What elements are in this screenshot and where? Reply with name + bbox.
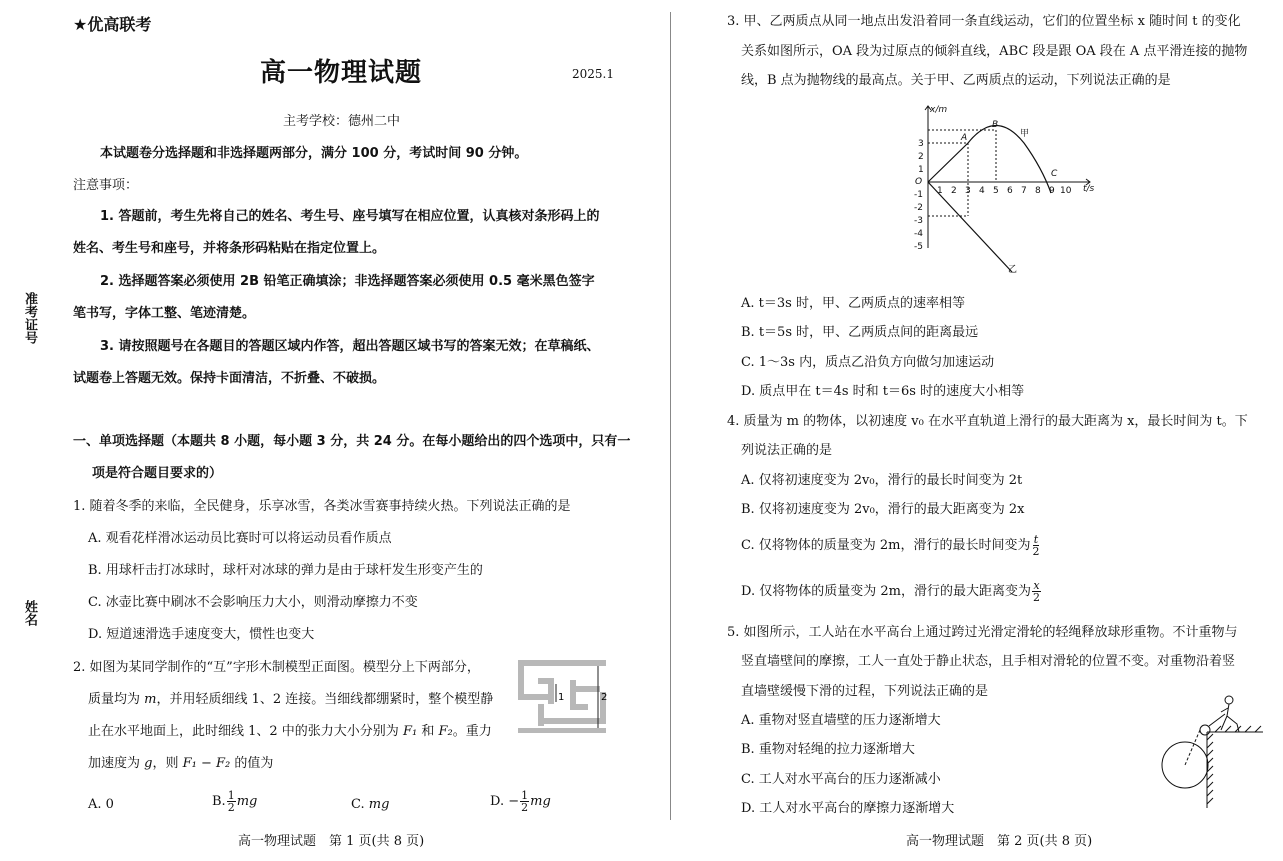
q2-option-d: D. − $\frac{1}{2}$ mg <box>490 789 551 814</box>
y-tick: 2 <box>918 152 924 162</box>
side-label-name: 姓名 <box>22 600 37 626</box>
wooden-model-figure <box>514 656 610 736</box>
q2-line-1: 2. 如图为某同学制作的“互”字形木制模型正面图。模型分上下两部分， <box>73 660 480 675</box>
exam-date: 2025.1 <box>572 67 614 81</box>
q4-option-d: D. 仅将物体的质量变为 2m，滑行的最大距离变为 $\frac{x}{2}$ <box>741 579 1040 604</box>
t-tick: 7 <box>1021 186 1027 196</box>
section1-heading-line-2: 项是符合题目要求的） <box>92 466 223 481</box>
q4-line-2: 列说法正确的是 <box>741 443 833 458</box>
point-a-label: A <box>961 133 968 143</box>
note-3-line-2: 试题卷上答题无效。保持卡面清洁，不折叠、不破损。 <box>73 371 386 386</box>
side-label-exam-id: 准考证号 <box>22 292 37 344</box>
school-line: 主考学校：德州二中 <box>283 114 401 129</box>
point-c-label: C <box>1051 169 1058 179</box>
q5-line-1: 5. 如图所示，工人站在水平高台上通过跨过光滑定滑轮的轻绳释放球形重物。不计重物与 <box>727 625 1238 640</box>
q3-option-b: B. t＝5s 时，甲、乙两质点间的距离最远 <box>741 325 979 340</box>
q2-option-c: C. mg <box>351 797 390 812</box>
notes-title: 注意事项： <box>73 178 139 193</box>
y-tick: 1 <box>918 165 924 175</box>
y-tick: -4 <box>914 229 923 239</box>
q3-option-d: D. 质点甲在 t＝4s 时和 t＝6s 时的速度大小相等 <box>741 384 1025 399</box>
y-tick: -5 <box>914 242 923 252</box>
t-tick: 4 <box>979 186 985 196</box>
q2-option-b: B. $\frac{1}{2}$ mg <box>212 789 258 814</box>
rope-to-ball <box>1185 730 1200 765</box>
note-1-line-1: 1. 答题前，考生先将自己的姓名、考生号、座号填写在相应位置，认真核对条形码上的 <box>100 209 600 224</box>
x-axis-label: x/m <box>930 105 948 115</box>
note-3-line-1: 3. 请按照题号在各题目的答题区域内作答，超出答题区域书写的答案无效；在草稿纸、 <box>100 339 600 354</box>
worker-pulley-figure <box>1155 690 1265 810</box>
y-tick: -3 <box>914 216 923 226</box>
footer-right: 高一物理试题 第 2 页(共 8 页) <box>906 834 1093 849</box>
t-tick: 2 <box>951 186 957 196</box>
label-yi: 乙 <box>1008 265 1018 275</box>
q3-option-a: A. t＝3s 时，甲、乙两质点的速率相等 <box>741 296 965 311</box>
q4-option-c: C. 仅将物体的质量变为 2m，滑行的最长时间变为 $\frac{t}{2}$ <box>741 533 1040 558</box>
q5-line-3: 直墙壁缓慢下滑的过程，下列说法正确的是 <box>741 684 989 699</box>
page-title: 高一物理试题 <box>260 58 423 88</box>
q4-option-b: B. 仅将初速度变为 2v₀，滑行的最大距离变为 2x <box>741 502 1025 517</box>
q3-line-1: 3. 甲、乙两质点从同一地点出发沿着同一条直线运动，它们的位置坐标 x 随时间 t 的变化 <box>727 14 1241 29</box>
q4-option-a: A. 仅将初速度变为 2v₀，滑行的最长时间变为 2t <box>741 473 1023 488</box>
t-tick: 5 <box>993 186 999 196</box>
y-tick: -1 <box>914 190 923 200</box>
note-2-line-2: 笔书写，字体工整、笔迹清楚。 <box>73 306 256 321</box>
y-tick: -2 <box>914 203 923 213</box>
page-divider <box>670 12 671 820</box>
q2-line-2: 质量均为 m，并用轻质细线 1、2 连接。当细线都绷紧时，整个模型静 <box>88 692 494 707</box>
footer-left: 高一物理试题 第 1 页(共 8 页) <box>238 834 425 849</box>
wire-1-label: 1 <box>558 692 565 703</box>
y-tick: 3 <box>918 139 924 149</box>
q3-line-3: 线，B 点为抛物线的最高点。关于甲、乙两质点的运动，下列说法正确的是 <box>741 73 1171 88</box>
q5-line-2: 竖直墙壁间的摩擦，工人一直处于静止状态，且手相对滑轮的位置不变。对重物沿着竖 <box>741 654 1236 669</box>
wire-2-label: 2 <box>601 692 608 703</box>
label-jia: 甲 <box>1020 129 1030 139</box>
brand-label: ★优高联考 <box>73 15 152 34</box>
q1-option-d: D. 短道速滑选手速度变大，惯性也变大 <box>88 627 315 642</box>
q3-line-2: 关系如图所示，OA 段为过原点的倾斜直线，ABC 段是跟 OA 段在 A 点平滑连接的抛物 <box>741 44 1248 59</box>
intro-line: 本试题卷分选择题和非选择题两部分，满分 100 分，考试时间 90 分钟。 <box>100 146 528 161</box>
point-b-label: B <box>992 120 999 130</box>
t-axis-label: t/s <box>1083 184 1095 194</box>
t-tick: 10 <box>1060 186 1072 196</box>
note-1-line-2: 姓名、考生号和座号，并将条形码粘贴在指定位置上。 <box>73 241 386 256</box>
pulley <box>1200 725 1210 735</box>
section1-heading-line-1: 一、单项选择题（本题共 8 小题，每小题 3 分，共 24 分。在每小题给出的四个选项中，只有一 <box>73 434 631 449</box>
t-tick: 6 <box>1007 186 1013 196</box>
q5-option-a: A. 重物对竖直墙壁的压力逐渐增大 <box>741 713 941 728</box>
q1-stem: 1. 随着冬季的来临，全民健身，乐享冰雪，各类冰雪赛事持续火热。下列说法正确的是 <box>73 499 571 514</box>
q5-option-d: D. 工人对水平高台的摩擦力逐渐增大 <box>741 801 955 816</box>
q2-option-a: A. 0 <box>88 797 114 812</box>
position-time-graph <box>900 98 1100 278</box>
t-tick: 8 <box>1035 186 1041 196</box>
origin-label: O <box>915 177 923 187</box>
note-2-line-1: 2. 选择题答案必须使用 2B 铅笔正确填涂；非选择题答案必须使用 0.5 毫米黑色签字 <box>100 274 595 289</box>
q5-option-c: C. 工人对水平高台的压力逐渐减小 <box>741 772 941 787</box>
rope-to-worker <box>1209 714 1225 726</box>
q1-option-b: B. 用球杆击打冰球时，球杆对冰球的弹力是由于球杆发生形变产生的 <box>88 563 483 578</box>
q1-option-c: C. 冰壶比赛中刷冰不会影响压力大小，则滑动摩擦力不变 <box>88 595 418 610</box>
curve-jia <box>928 126 1051 194</box>
q5-option-b: B. 重物对轻绳的拉力逐渐增大 <box>741 742 915 757</box>
worker-body <box>1221 704 1239 732</box>
q3-option-c: C. 1～3s 内，质点乙沿负方向做匀加速运动 <box>741 355 995 370</box>
worker-head <box>1225 696 1233 704</box>
t-tick: 1 <box>937 186 943 196</box>
q1-option-a: A. 观看花样滑冰运动员比赛时可以将运动员看作质点 <box>88 531 392 546</box>
q2-line-4: 加速度为 g，则 F₁ − F₂ 的值为 <box>88 756 274 771</box>
t-tick: 9 <box>1049 186 1055 196</box>
wall-hatching <box>1207 726 1261 804</box>
ball-weight <box>1162 742 1208 788</box>
q2-line-3: 止在水平地面上，此时细线 1、2 中的张力大小分别为 F₁ 和 F₂。重力 <box>88 724 492 739</box>
t-tick: 3 <box>965 186 971 196</box>
q4-line-1: 4. 质量为 m 的物体，以初速度 v₀ 在水平直轨道上滑行的最大距离为 x，最长时间为 t。下 <box>727 414 1248 429</box>
